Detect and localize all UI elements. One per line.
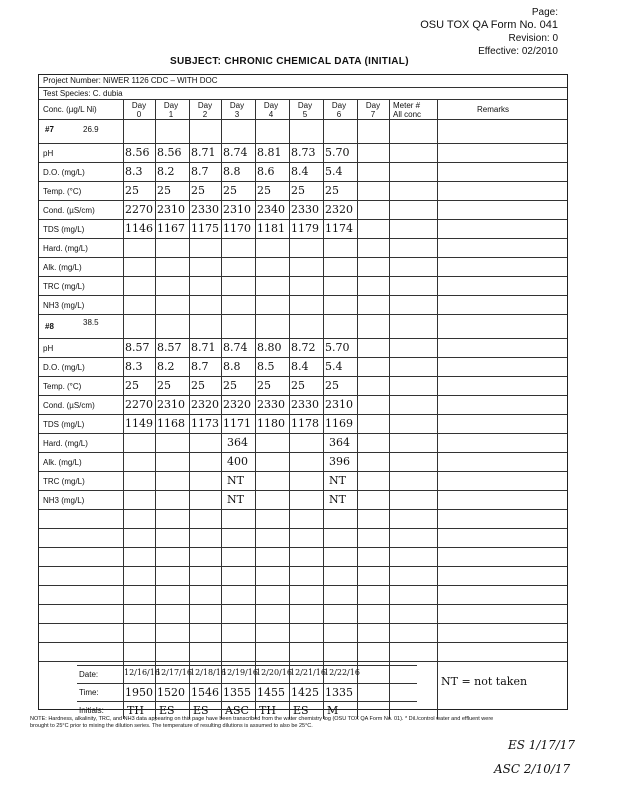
block2-nh3-value: NT (329, 493, 346, 506)
block1-value: 1175 (191, 222, 219, 235)
block2-value: 25 (257, 379, 271, 392)
block2-value: 2330 (291, 398, 319, 411)
block1-value: 25 (257, 184, 271, 197)
row-line (39, 433, 567, 434)
block2-param-label: pH (43, 344, 54, 353)
day-header: Day 7 (365, 101, 381, 119)
day-header: Day 4 (263, 101, 279, 119)
row-line (39, 414, 567, 415)
row-line (39, 528, 567, 529)
footer-date: 12/16/16 (124, 668, 160, 677)
block2-value: 8.72 (291, 341, 316, 354)
footer-date: 12/21/16 (290, 668, 326, 677)
block2-value: 1180 (257, 417, 285, 430)
row-line (77, 683, 417, 684)
footer-time: 1546 (191, 686, 219, 699)
date-label: Date: (79, 670, 99, 679)
block2-value: 25 (291, 379, 305, 392)
column-line (221, 99, 222, 719)
footer-date: 12/19/16 (222, 668, 258, 677)
column-line (357, 99, 358, 719)
block1-param-label: Hard. (mg/L) (43, 244, 88, 253)
block2-param-label: Alk. (mg/L) (43, 458, 82, 467)
block1-value: 25 (157, 184, 171, 197)
block1-param-label: TDS (mg/L) (43, 225, 85, 234)
row-line (39, 585, 567, 586)
block1-value: 8.3 (125, 165, 143, 178)
block2-value: 25 (325, 379, 339, 392)
footer-initials: ES (159, 704, 175, 717)
meter-header: Meter # (393, 101, 421, 110)
column-line (437, 99, 438, 719)
block2-param-label: Temp. (°C) (43, 382, 82, 391)
row-line (39, 257, 567, 258)
row-line (39, 119, 567, 120)
block1-value: 2310 (223, 203, 251, 216)
block1-value: 8.4 (291, 165, 309, 178)
row-line (39, 87, 567, 88)
block2-value: 2310 (157, 398, 185, 411)
row-line (39, 143, 567, 144)
footer-initials: ES (293, 704, 309, 717)
block2-value: 25 (191, 379, 205, 392)
block1-param-label: Cond. (µS/cm) (43, 206, 95, 215)
block2-value: 8.8 (223, 360, 241, 373)
row-line (39, 181, 567, 182)
block1-value: 1181 (257, 222, 285, 235)
row-line (39, 162, 567, 163)
block1-value: 8.56 (125, 146, 150, 159)
block1-param-label: Alk. (mg/L) (43, 263, 82, 272)
footer-initials: ASC (225, 704, 249, 717)
row-line (39, 219, 567, 220)
block1-value: 2330 (191, 203, 219, 216)
row-line (39, 623, 567, 624)
remarks-header: Remarks (477, 105, 510, 114)
block2-param-label: TRC (mg/L) (43, 477, 85, 486)
column-line (289, 99, 290, 719)
day-header: Day 2 (197, 101, 213, 119)
block2-param-label: D.O. (mg/L) (43, 363, 85, 372)
block2-value: 8.3 (125, 360, 143, 373)
block2-param-label: Cond. (µS/cm) (43, 401, 95, 410)
column-line (255, 99, 256, 719)
chemical-data-form (38, 74, 568, 717)
row-line (39, 200, 567, 201)
block2-value: 8.7 (191, 360, 209, 373)
block2-value: 25 (223, 379, 237, 392)
footer-date: 12/18/16 (190, 668, 226, 677)
day-header: Day 1 (163, 101, 179, 119)
column-line (189, 99, 190, 719)
row-line (39, 509, 567, 510)
row-line (39, 376, 567, 377)
row-line (39, 238, 567, 239)
block2-value: 8.2 (157, 360, 175, 373)
block2-value: 1149 (125, 417, 153, 430)
row-line (39, 295, 567, 296)
block2-conc: 38.5 (83, 318, 99, 327)
row-line (77, 701, 417, 702)
block1-param-label: D.O. (mg/L) (43, 168, 85, 177)
signoff-1: ES 1/17/17 (508, 738, 576, 752)
form-number: OSU TOX QA Form No. 041 (420, 19, 558, 31)
block1-conc: 26.9 (83, 125, 99, 134)
row-line (39, 314, 567, 315)
block2-hard-value: 364 (227, 436, 248, 449)
block1-value: 5.4 (325, 165, 343, 178)
block2-param-label: Hard. (mg/L) (43, 439, 88, 448)
block1-value: 2330 (291, 203, 319, 216)
block1-value: 1146 (125, 222, 153, 235)
block1-value: 1167 (157, 222, 185, 235)
block1-value: 8.71 (191, 146, 216, 159)
block2-value: 5.4 (325, 360, 343, 373)
block2-param-label: NH3 (mg/L) (43, 496, 85, 505)
block2-value: 8.71 (191, 341, 216, 354)
row-line (39, 99, 567, 100)
page-label: Page: (531, 7, 558, 18)
block1-value: 8.8 (223, 165, 241, 178)
block1-value: 25 (191, 184, 205, 197)
footer-time: 1335 (325, 686, 353, 699)
day-header: Day 5 (297, 101, 313, 119)
row-line (77, 665, 417, 666)
initials-label: Initials: (79, 706, 104, 715)
block2-value: 2270 (125, 398, 153, 411)
day-header: Day 6 (331, 101, 347, 119)
block2-alk-value: 400 (227, 455, 248, 468)
row-line (39, 452, 567, 453)
row-line (39, 547, 567, 548)
block1-value: 2320 (325, 203, 353, 216)
effective-date: Effective: 02/2010 (478, 46, 558, 57)
footnote: NOTE: Hardness, alkalinity, TRC, and NH3 data appearing on this page have been transcribed from the water chemistry log (OSU TOX QA Form No. 01). * Dil./control water and effluent were brought to 25°C prior to mixing the dilution series. The temperature of resulting dilutions is assumed to also be 25°C. (30, 716, 494, 729)
column-line (389, 99, 390, 719)
block2-value: 25 (157, 379, 171, 392)
block2-value: 8.57 (157, 341, 182, 354)
block1-value: 25 (291, 184, 305, 197)
block2-value: 25 (125, 379, 139, 392)
row-line (39, 357, 567, 358)
block2-value: 8.57 (125, 341, 150, 354)
footer-initials: TH (127, 704, 144, 717)
block1-param-label: NH3 (mg/L) (43, 301, 85, 310)
row-line (39, 642, 567, 643)
block2-value: 5.70 (325, 341, 350, 354)
revision: Revision: 0 (508, 33, 558, 44)
row-line (39, 661, 567, 662)
footer-time: 1425 (291, 686, 319, 699)
block1-id: #7 (45, 125, 54, 134)
all-conc-label: All conc (393, 110, 422, 119)
block2-value: 2330 (257, 398, 285, 411)
block2-value: 1178 (291, 417, 319, 430)
block2-trc-value: NT (227, 474, 244, 487)
block2-value: 2310 (325, 398, 353, 411)
column-line (155, 99, 156, 719)
row-line (39, 338, 567, 339)
block2-hard-value: 364 (329, 436, 350, 449)
day-header: Day 0 (131, 101, 147, 119)
block2-value: 1171 (223, 417, 251, 430)
day-header: Day 3 (229, 101, 245, 119)
footer-time: 1455 (257, 686, 285, 699)
block1-value: 1170 (223, 222, 251, 235)
block1-param-label: pH (43, 149, 54, 158)
block1-param-label: Temp. (°C) (43, 187, 82, 196)
block2-value: 2320 (223, 398, 251, 411)
footer-time: 1950 (125, 686, 153, 699)
column-line (323, 99, 324, 719)
test-species: Test Species: C. dubia (43, 89, 123, 98)
conc-header: Conc. (µg/L Ni) (43, 105, 97, 114)
row-line (39, 490, 567, 491)
block2-value: 8.4 (291, 360, 309, 373)
block2-alk-value: 396 (329, 455, 350, 468)
footer-date: 12/20/16 (256, 668, 292, 677)
block1-value: 1179 (291, 222, 319, 235)
block2-value: 1168 (157, 417, 185, 430)
row-line (39, 566, 567, 567)
block2-value: 8.5 (257, 360, 275, 373)
block2-value: 8.80 (257, 341, 282, 354)
column-line (123, 99, 124, 719)
block1-value: 8.6 (257, 165, 275, 178)
block1-value: 8.56 (157, 146, 182, 159)
block1-value: 2310 (157, 203, 185, 216)
project-number: Project Number: NiWER 1126 CDC – WITH DOC (43, 76, 218, 85)
footer-date: 12/17/16 (156, 668, 192, 677)
footer-initials: ES (193, 704, 209, 717)
block1-value: 8.74 (223, 146, 248, 159)
row-line (39, 276, 567, 277)
row-line (39, 395, 567, 396)
signoff-2: ASC 2/10/17 (494, 762, 571, 776)
time-label: Time: (79, 688, 99, 697)
footer-initials: TH (259, 704, 276, 717)
footer-time: 1520 (157, 686, 185, 699)
block2-nh3-value: NT (227, 493, 244, 506)
footer-initials: M (327, 704, 339, 717)
block2-param-label: TDS (mg/L) (43, 420, 85, 429)
block1-value: 1174 (325, 222, 353, 235)
block2-value: 2320 (191, 398, 219, 411)
block1-value: 5.70 (325, 146, 350, 159)
row-line (39, 471, 567, 472)
footer-remark: NT = not taken (441, 675, 528, 688)
block2-trc-value: NT (329, 474, 346, 487)
block1-value: 8.7 (191, 165, 209, 178)
block1-value: 2270 (125, 203, 153, 216)
form-header (420, 6, 558, 58)
block1-value: 25 (223, 184, 237, 197)
block1-param-label: TRC (mg/L) (43, 282, 85, 291)
subject-title: SUBJECT: CHRONIC CHEMICAL DATA (INITIAL) (170, 56, 409, 67)
footer-date: 12/22/16 (324, 668, 360, 677)
block1-value: 8.81 (257, 146, 282, 159)
block2-value: 8.74 (223, 341, 248, 354)
footer-time: 1355 (223, 686, 251, 699)
block2-id: #8 (45, 322, 54, 331)
block1-value: 8.2 (157, 165, 175, 178)
row-line (39, 604, 567, 605)
block2-value: 1173 (191, 417, 219, 430)
block2-value: 1169 (325, 417, 353, 430)
block1-value: 8.73 (291, 146, 316, 159)
block1-value: 25 (325, 184, 339, 197)
block1-value: 2340 (257, 203, 285, 216)
block1-value: 25 (125, 184, 139, 197)
